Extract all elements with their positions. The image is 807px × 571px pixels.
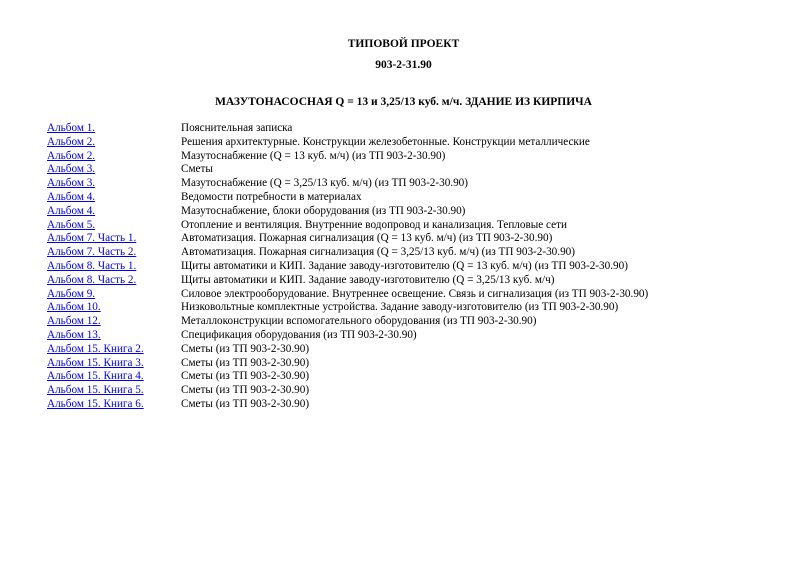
album-description: Мазутоснабжение (Q = 3,25/13 куб. м/ч) (из ТП 903-2-30.90)	[181, 177, 469, 190]
album-description: Отопление и вентиляция. Внутренние водопровод и канализация. Тепловые сети	[181, 218, 567, 231]
album-description: Сметы (из ТП 903-2-30.90)	[181, 384, 310, 397]
album-row	[47, 150, 787, 164]
album-link[interactable]: Альбом 2.	[47, 149, 96, 162]
album-description: Сметы (из ТП 903-2-30.90)	[181, 342, 310, 355]
album-description: Сметы (из ТП 903-2-30.90)	[181, 356, 310, 369]
album-row	[47, 205, 787, 219]
album-description: Мазутоснабжение, блоки оборудования (из ТП 903-2-30.90)	[181, 204, 466, 217]
album-row	[47, 122, 787, 136]
album-row	[47, 177, 787, 191]
document-title: ТИПОВОЙ ПРОЕКТ	[347, 38, 460, 50]
album-row	[47, 219, 787, 233]
project-code: 903-2-31.90	[375, 59, 432, 71]
album-link[interactable]: Альбом 7. Часть 2.	[47, 246, 137, 259]
album-row	[47, 191, 787, 205]
album-description: Низковольтные комплектные устройства. Задание заводу-изготовителю (из ТП 903-2-30.90)	[181, 301, 619, 314]
album-description: Ведомости потребности в материалах	[181, 190, 362, 203]
album-description: Решения архитектурные. Конструкции железобетонные. Конструкции металлические	[181, 135, 590, 148]
album-link[interactable]: Альбом 10.	[47, 301, 101, 314]
album-link[interactable]: Альбом 2.	[47, 135, 96, 148]
album-row	[47, 232, 787, 246]
album-row	[47, 136, 787, 150]
album-description: Щиты автоматики и КИП. Задание заводу-изготовителю (Q = 13 куб. м/ч) (из ТП 903-2-30.90)	[181, 259, 628, 272]
album-link[interactable]: Альбом 15. Книга 5.	[47, 384, 144, 397]
album-row	[47, 343, 787, 357]
album-row	[47, 370, 787, 384]
album-description: Металлоконструкции вспомогательного оборудования (из ТП 903-2-30.90)	[181, 315, 537, 328]
album-description: Спецификация оборудования (из ТП 903-2-30.90)	[181, 328, 417, 341]
album-link[interactable]: Альбом 5.	[47, 218, 96, 231]
album-link[interactable]: Альбом 4.	[47, 190, 96, 203]
album-description: Пояснительная записка	[181, 122, 293, 134]
album-row	[47, 163, 787, 177]
album-description: Силовое электрооборудование. Внутреннее освещение. Связь и сигнализация (из ТП 903-2-30.90)	[181, 287, 649, 300]
album-row	[47, 398, 787, 412]
album-row	[47, 384, 787, 398]
album-row	[47, 301, 787, 315]
album-link[interactable]: Альбом 7. Часть 1.	[47, 232, 137, 245]
album-link[interactable]: Альбом 15. Книга 6.	[47, 397, 144, 410]
album-link[interactable]: Альбом 8. Часть 2.	[47, 273, 137, 286]
album-link[interactable]: Альбом 1.	[47, 122, 96, 134]
album-link[interactable]: Альбом 12.	[47, 315, 101, 328]
album-description: Автоматизация. Пожарная сигнализация (Q = 13 куб. м/ч) (из ТП 903-2-30.90)	[181, 232, 553, 245]
album-row	[47, 329, 787, 343]
album-description: Сметы (из ТП 903-2-30.90)	[181, 370, 310, 383]
album-row	[47, 260, 787, 274]
album-description: Сметы (из ТП 903-2-30.90)	[181, 397, 310, 410]
album-list	[47, 122, 787, 412]
album-row	[47, 246, 787, 260]
album-row	[47, 315, 787, 329]
album-description: Мазутоснабжение (Q = 13 куб. м/ч) (из ТП 903-2-30.90)	[181, 149, 446, 162]
album-link[interactable]: Альбом 3.	[47, 177, 96, 190]
album-link[interactable]: Альбом 3.	[47, 163, 96, 176]
album-row	[47, 274, 787, 288]
album-link[interactable]: Альбом 15. Книга 3.	[47, 356, 144, 369]
album-link[interactable]: Альбом 15. Книга 4.	[47, 370, 144, 383]
album-row	[47, 288, 787, 302]
album-link[interactable]: Альбом 13.	[47, 328, 101, 341]
album-row	[47, 357, 787, 371]
album-link[interactable]: Альбом 8. Часть 1.	[47, 259, 137, 272]
album-link[interactable]: Альбом 15. Книга 2.	[47, 342, 144, 355]
album-description: Щиты автоматики и КИП. Задание заводу-изготовителю (Q = 3,25/13 куб. м/ч)	[181, 273, 555, 286]
album-link[interactable]: Альбом 9.	[47, 287, 96, 300]
album-description: Сметы	[181, 163, 213, 176]
album-link[interactable]: Альбом 4.	[47, 204, 96, 217]
album-description: Автоматизация. Пожарная сигнализация (Q = 3,25/13 куб. м/ч) (из ТП 903-2-30.90)	[181, 246, 575, 259]
project-subtitle: МАЗУТОНАСОСНАЯ Q = 13 и 3,25/13 куб. м/ч. ЗДАНИЕ ИЗ КИРПИЧА	[215, 96, 592, 108]
